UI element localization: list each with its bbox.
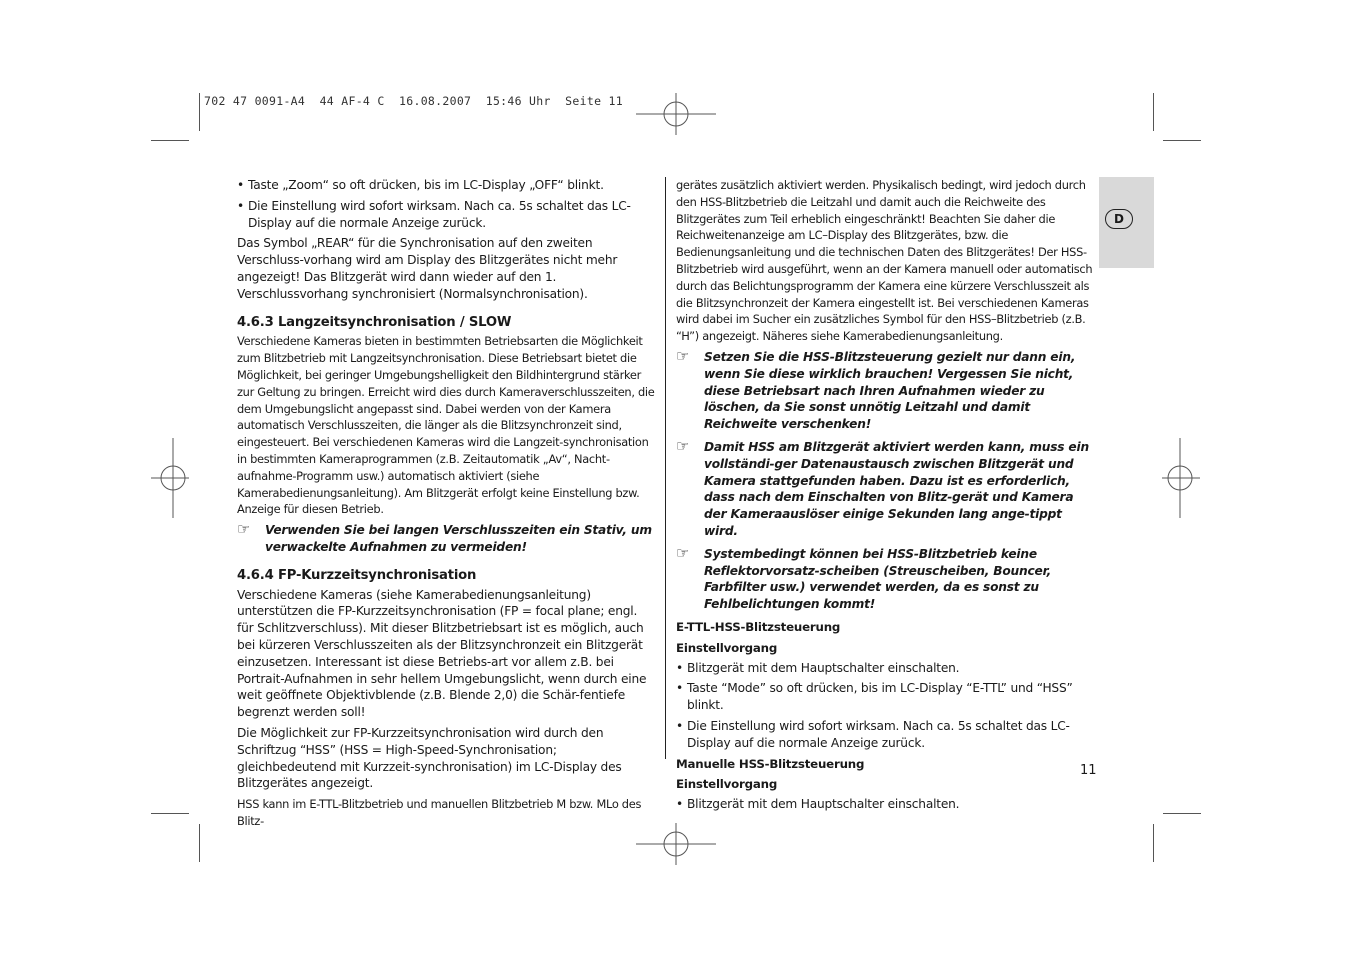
section-heading-fp: 4.6.4 FP-Kurzzeitsynchronisation	[237, 567, 477, 583]
crop-mark	[199, 93, 200, 131]
tip-note: ☞ Damit HSS am Blitzgerät aktiviert werden kann, muss ein vollständi-ger Datenaustausch zwischen Blitzgerät und Kamera stattgefunden haben. Dazu ist es erforderlich, dass nach dem Einschalten von Blitz-gerät und Kamera der Kameraauslöser einige Sekunden lang ange-tippt wird.	[676, 436, 1089, 538]
crop-mark	[151, 140, 189, 141]
language-tab-label: D	[1105, 209, 1133, 229]
list-item: • Taste „Zoom“ so oft drücken, bis im LC-Display „OFF“ blinkt.	[237, 178, 604, 192]
list-item: • Die Einstellung wird sofort wirksam. Nach ca. 5s schaltet das LC-Display auf die normale Anzeige zurück.	[237, 198, 631, 230]
crop-mark	[151, 813, 189, 814]
tip-note: ☞ Setzen Sie die HSS-Blitzsteuerung gezielt nur dann ein, wenn Sie diese wirklich brauchen! Vergessen Sie nicht, diese Betriebsart nach Ihren Aufnahmen wieder zu löschen, da Sie sonst unnötig Leitzahl und damit Reichweite verschenken!	[676, 346, 1076, 432]
right-column	[676, 177, 1098, 817]
list-item: • Taste “Mode” so oft drücken, bis im LC-Display “E-TTL” und “HSS” blinkt.	[676, 681, 1073, 713]
pointing-hand-icon: ☞	[676, 346, 690, 365]
registration-mark-icon	[1162, 438, 1200, 518]
page-number: 11	[1080, 763, 1097, 778]
list-item: • Blitzgerät mit dem Hauptschalter einschalten.	[676, 797, 960, 812]
print-slug-line: 702 47 0091-A4 44 AF-4 C 16.08.2007 15:46 Uhr Seite 11	[204, 94, 623, 108]
crop-mark	[1153, 824, 1154, 862]
pointing-hand-icon: ☞	[676, 543, 690, 562]
registration-mark-icon	[151, 438, 189, 518]
manual-procedure-heading: Einstellvorgang	[676, 777, 778, 792]
tip-note: ☞ Systembedingt können bei HSS-Blitzbetrieb keine Reflektorvorsatz-scheiben (Streuscheiben, Bouncer, Farbfilter usw.) verwendet werden, da es sonst zu Fehlbelichtungen kommt!	[676, 543, 1052, 612]
column-divider	[665, 177, 666, 759]
fp-paragraph: Verschiedene Kameras (siehe Kamerabedienungsanleitung) unterstützen die FP-Kurzzeitsynchronisation (FP = focal plane; engl. für Schlitzverschluss). Mit dieser Blitzbetriebsart ist es möglich, auch bei kürzeren Verschlusszeiten als der Blitzsynchronzeit ein Blitzgerät einzusetzen. Interessant ist diese Betriebs-art vor allem z.B. bei Portrait-Aufnahmen in sehr hellem Umgebungslicht, wenn durch eine weit geöffnete Objektivblende (z.B. Blende 2,0) die Schär-fentiefe begrenzt werden soll!	[237, 587, 647, 720]
section-heading-slow: 4.6.3 Langzeitsynchronisation / SLOW	[237, 314, 512, 330]
crop-mark	[1163, 140, 1201, 141]
fp-paragraph: Die Möglichkeit zur FP-Kurzzeitsynchronisation wird durch den Schriftzug “HSS” (HSS = High-Speed-Synchronisation; gleichbedeutend mit Kurzzeit-synchronisation) im LC-Display des Blitzgerätes angezeigt.	[237, 725, 622, 791]
rear-paragraph: Das Symbol „REAR“ für die Synchronisation auf den zweiten Verschluss-vorhang wird am Display des Blitzgerätes nicht mehr angezeigt! Das Blitzgerät wird dann wieder auf den 1. Verschlussvorhang synchronisiert (Normalsynchronisation).	[237, 236, 618, 301]
crop-mark	[1163, 813, 1201, 814]
left-column	[237, 177, 657, 834]
hss-continuation-paragraph: gerätes zusätzlich aktiviert werden. Physikalisch bedingt, wird jedoch durch den HSS-Blitzbetrieb die Leitzahl und damit auch die Reichweite des Blitzgerätes zum Teil erheblich eingeschränkt! Beachten Sie daher die Reichweitenanzeige am LC–Display des Blitzgerätes, bzw. die Bedienungsanleitung und die technischen Daten des Blitzgerätes! Der HSS-Blitzbetrieb wird ausgeführt, wenn an der Kamera manuell oder automatisch durch das Belichtungsprogramm der Kamera eine kürzere Verschlusszeit als die Blitzsynchronzeit der Kamera eingestellt ist. Bei verschiedenen Kameras wird dabei im Sucher ein zusätzliches Symbol für den HSS–Blitzbetrieb (z.B. “H”) angezeigt. Näheres siehe Kamerabedienungsanleitung.	[676, 178, 1093, 344]
list-item: • Die Einstellung wird sofort wirksam. Nach ca. 5s schaltet das LC-Display auf die normale Anzeige zurück.	[676, 718, 1070, 750]
pointing-hand-icon: ☞	[237, 520, 251, 539]
list-item: • Blitzgerät mit dem Hauptschalter einschalten.	[676, 660, 960, 675]
pointing-hand-icon: ☞	[676, 436, 690, 455]
crop-mark	[1153, 93, 1154, 131]
manual-hss-heading: Manuelle HSS-Blitzsteuerung	[676, 756, 865, 771]
registration-mark-icon	[636, 93, 716, 135]
fp-paragraph: HSS kann im E-TTL-Blitzbetrieb und manuellen Blitzbetrieb M bzw. MLo des Blitz-	[237, 797, 642, 828]
tip-note: ☞ Verwenden Sie bei langen Verschlusszeiten ein Stativ, um verwackelte Aufnahmen zu vermeiden!	[237, 520, 652, 554]
ettl-hss-heading: E-TTL-HSS-Blitzsteuerung	[676, 619, 841, 634]
slow-paragraph: Verschiedene Kameras bieten in bestimmten Betriebsarten die Möglichkeit zum Blitzbetrieb mit Langzeitsynchronisation. Diese Betriebsart bietet die Möglichkeit, bei geringer Umgebungshelligkeit den Bildhintergrund stärker zur Geltung zu bringen. Erreicht wird dies durch Kameraverschlusszeiten, die dem Umgebungslicht angepasst sind. Dabei werden von der Kamera automatisch Verschlusszeiten, die länger als die Blitzsynchronzeit sind, eingesteuert. Bei verschiedenen Kameras wird die Langzeit-synchronisation in bestimmten Kameraprogrammen (z.B. Zeitautomatik „Av“, Nacht-aufnahme-Programm usw.) automatisch aktiviert (siehe Kamerabedienungsanleitung). Am Blitzgerät erfolgt keine Einstellung bzw. Anzeige für diesen Betrieb.	[237, 334, 655, 517]
crop-mark	[199, 824, 200, 862]
ettl-procedure-heading: Einstellvorgang	[676, 640, 778, 655]
